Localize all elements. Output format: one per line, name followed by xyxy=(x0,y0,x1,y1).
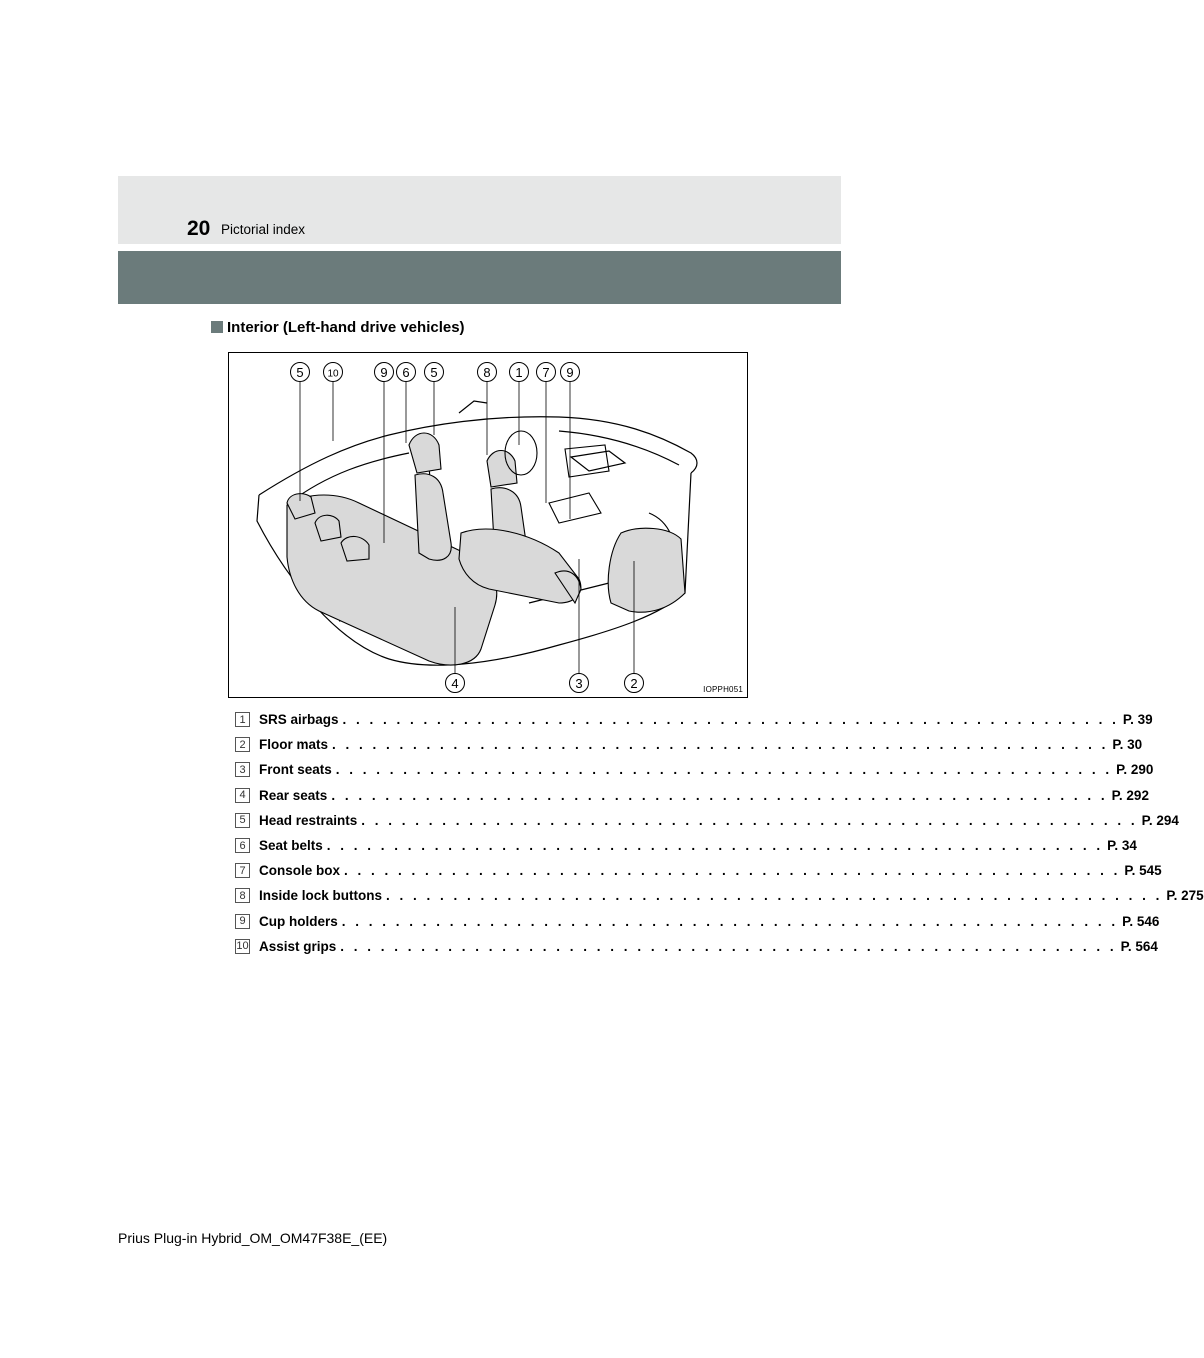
callout-label: 7 xyxy=(542,365,550,380)
item-label: Front seats xyxy=(259,762,332,778)
page-reference: P. 34 xyxy=(1107,838,1137,854)
callout-label: 6 xyxy=(402,365,410,380)
legend-list xyxy=(235,707,1204,959)
callouts-bottom xyxy=(446,674,644,693)
callout-1 xyxy=(510,363,529,382)
callout-10 xyxy=(324,363,343,382)
footer-doc-id: Prius Plug-in Hybrid_OM_OM47F38E_(EE) xyxy=(118,1230,388,1246)
page-reference: P. 546 xyxy=(1122,913,1160,929)
dot-leader: . . . . . . . . . . . . . . . . . . . . . . . . . . . . . . . . . . . . . . . . . . . . . . . . . . . . . . . . . . xyxy=(326,838,1104,854)
floor-mat-shape xyxy=(608,528,685,612)
item-number-box: 2 xyxy=(235,737,250,752)
page-reference: P. 30 xyxy=(1112,737,1143,753)
item-label: Seat belts xyxy=(259,838,323,854)
legend-item xyxy=(235,783,1149,808)
item-label: Rear seats xyxy=(259,787,328,803)
subtitle-text: Interior (Left-hand drive vehicles) xyxy=(227,318,465,336)
callout-label: 4 xyxy=(451,676,459,691)
item-number-box: 4 xyxy=(235,788,250,803)
section-title: Pictorial index xyxy=(221,222,306,237)
rear-seat-shape xyxy=(287,494,497,665)
item-number-box: 3 xyxy=(235,762,250,777)
callout-label: 9 xyxy=(566,365,574,380)
page-reference: P. 564 xyxy=(1120,938,1158,954)
item-number-box: 6 xyxy=(235,838,250,853)
interior-drawing xyxy=(229,353,747,697)
legend-item xyxy=(235,757,1154,782)
legend-item xyxy=(235,858,1162,883)
callout-3 xyxy=(570,674,589,693)
dot-leader: . . . . . . . . . . . . . . . . . . . . . . . . . . . . . . . . . . . . . . . . . . . . . . . . . . . . . . . . . . xyxy=(340,938,1117,954)
callout-label: 1 xyxy=(515,365,523,380)
item-label: Console box xyxy=(259,863,341,879)
dot-leader: . . . . . . . . . . . . . . . . . . . . . . . . . . . . . . . . . . . . . . . . . . . . . . . . . . . . . . . . . . xyxy=(344,863,1121,879)
item-number-box: 5 xyxy=(235,813,250,828)
dot-leader: . . . . . . . . . . . . . . . . . . . . . . . . . . . . . . . . . . . . . . . . . . . . . . . . . . . . . . . . . . xyxy=(386,888,1163,904)
legend-item xyxy=(235,883,1204,908)
callout-label: 8 xyxy=(483,365,491,380)
callouts-top xyxy=(291,363,580,382)
item-label: Cup holders xyxy=(259,913,338,929)
callout-9 xyxy=(561,363,580,382)
callout-4 xyxy=(446,674,465,693)
item-label: Head restraints xyxy=(259,812,358,828)
callout-label: 5 xyxy=(296,365,304,380)
item-number-box: 10 xyxy=(236,940,249,953)
page-reference: P. 290 xyxy=(1116,762,1154,778)
dot-leader: . . . . . . . . . . . . . . . . . . . . . . . . . . . . . . . . . . . . . . . . . . . . . . . . . . . . . . . . . . xyxy=(335,762,1113,778)
item-label: Floor mats xyxy=(259,737,329,753)
legend-item xyxy=(235,707,1153,732)
legend-item xyxy=(235,934,1158,959)
item-number-box: 7 xyxy=(235,863,250,878)
item-number-box: 1 xyxy=(235,712,250,727)
subtitle xyxy=(211,317,465,337)
legend-item xyxy=(235,909,1160,934)
dot-leader: . . . . . . . . . . . . . . . . . . . . . . . . . . . . . . . . . . . . . . . . . . . . . . . . . . . . . . . . . . xyxy=(361,812,1138,828)
page-reference: P. 39 xyxy=(1122,712,1153,728)
page-reference: P. 292 xyxy=(1111,787,1149,803)
callout-7 xyxy=(537,363,556,382)
legend-item xyxy=(235,732,1143,757)
callout-5 xyxy=(291,363,310,382)
page-reference: P. 294 xyxy=(1141,812,1179,828)
legend-item xyxy=(235,808,1179,833)
page-number: 20 xyxy=(187,217,211,240)
callout-5 xyxy=(425,363,444,382)
callout-8 xyxy=(478,363,497,382)
callout-label: 5 xyxy=(430,365,438,380)
legend-item xyxy=(235,833,1137,858)
callout-label: 2 xyxy=(630,676,638,691)
callout-label: 9 xyxy=(380,365,388,380)
item-number-box: 9 xyxy=(235,914,250,929)
callout-6 xyxy=(397,363,416,382)
callout-2 xyxy=(625,674,644,693)
item-label: Inside lock buttons xyxy=(259,888,383,904)
callout-label: 10 xyxy=(327,368,339,380)
dot-leader: . . . . . . . . . . . . . . . . . . . . . . . . . . . . . . . . . . . . . . . . . . . . . . . . . . . . . . . . . . xyxy=(331,787,1108,803)
item-label: SRS airbags xyxy=(259,712,339,728)
dot-leader: . . . . . . . . . . . . . . . . . . . . . . . . . . . . . . . . . . . . . . . . . . . . . . . . . . . . . . . . . . xyxy=(342,712,1119,728)
figure-code: IOPPH051 xyxy=(703,685,743,694)
page-reference: P. 545 xyxy=(1124,863,1162,879)
dot-leader: . . . . . . . . . . . . . . . . . . . . . . . . . . . . . . . . . . . . . . . . . . . . . . . . . . . . . . . . . . xyxy=(341,913,1119,929)
callout-9 xyxy=(375,363,394,382)
dot-leader: . . . . . . . . . . . . . . . . . . . . . . . . . . . . . . . . . . . . . . . . . . . . . . . . . . . . . . . . . . xyxy=(332,737,1109,753)
interior-illustration xyxy=(228,352,748,698)
page-reference: P. 275 xyxy=(1166,888,1204,904)
item-number-box: 8 xyxy=(235,888,250,903)
callout-label: 3 xyxy=(575,676,583,691)
square-bullet-icon xyxy=(211,321,223,333)
item-label: Assist grips xyxy=(259,938,337,954)
title-band xyxy=(118,251,841,304)
